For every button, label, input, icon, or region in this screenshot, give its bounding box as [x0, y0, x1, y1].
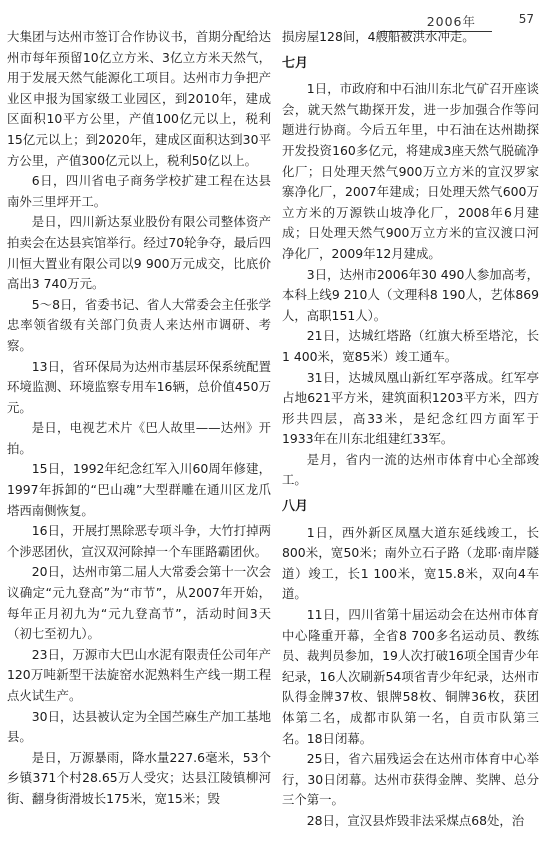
- paragraph: 13日，省环保局为达州市基层环保系统配置环境监测、环境监察专用车16辆，总价值450万元。: [7, 358, 271, 415]
- paragraph: 23日，万源市大巴山水泥有限责任公司年产120万吨新型干法旋窑水泥熟料生产线一期工程点火试生产。: [7, 646, 271, 703]
- page-number: 57: [518, 12, 534, 26]
- paragraph: 21日，达城红塔路（红旗大桥至塔沱，长1 400米，宽85米）竣工通车。: [282, 328, 539, 364]
- paragraph: 5～8日，省委书记、省人大常委会主任张学忠率领省级有关部门负责人来达州市调研、考察。: [7, 296, 271, 353]
- paragraph: 1日，市政府和中石油川东北气矿召开座谈会，就天然气勘探开发，进一步加强合作等问题进行协商。今后五年里，中石油在达州勘探开发投资160多亿元，将建成3座天然气脱硫净化厂；日处理天然气900万立方米的宣汉罗家寨净化厂，2007年建成；日处理天然气600万立方米的万源铁山坡净化厂，2008年6月建成；日处理天然气900万立方米的宣汉渡口河净化厂，2009年12月建成。: [282, 81, 539, 261]
- paragraph: 是月，省内一流的达州市体育中心全部竣工。: [282, 451, 539, 488]
- header-year: 2006年: [426, 14, 476, 29]
- paragraph: 6日，四川省电子商务学校扩建工程在达县南外三里坪开工。: [7, 173, 271, 209]
- paragraph: 3日，达州市2006年30 490人参加高考，本科上线9 210人（文理科8 190人，艺体869人，高职151人）。: [282, 266, 539, 323]
- left-column: [7, 27, 271, 810]
- paragraph: 20日，达州市第二届人大常委会第十一次会议确定“元九登高”为“市节”，从2007年开始，每年正月初九为“元九登高节”，活动时间3天（初七至初九）。: [7, 564, 271, 642]
- paragraph: 大集团与达州市签订合作协议书，首期分配给达州市每年预留10亿立方米、3亿立方米天然气，用于发展天然气能源化工项目。达州市力争把产业区申报为国家级工业园区，到2010年，建成区面积10平方公里，产值100亿元以上，税利15亿元以上；到2020年，建成区面积达到30平方公里，产值300亿元以上，税利50亿以上。: [7, 29, 271, 168]
- paragraph: 30日，达县被认定为全国苎麻生产加工基地县。: [7, 708, 271, 745]
- paragraph: 1日，西外新区凤凰大道东延线竣工，长800米，宽50米；南外立石子路（龙耶·南岸隧道）竣工，长1 100米，宽15.8米，双向4车道。: [282, 524, 539, 602]
- right-column: [282, 27, 539, 832]
- paragraph: 28日，宣汉县炸毁非法采煤点68处，治: [306, 812, 525, 828]
- paragraph: 15日，1992年纪念红军入川60周年修建，1997年拆卸的“巴山魂”大型群雕在通川区龙爪塔西南侧恢复。: [7, 461, 271, 518]
- paragraph: 是日，万源暴雨，降水量227.6毫米，53个乡镇371个村28.65万人受灾；达县江陵镇柳河街、翻身街滑坡长175米，宽15米；毁: [7, 749, 271, 806]
- month-heading-july: 七月: [282, 55, 309, 71]
- paragraph: 31日，达城凤凰山新红军亭落成。红军亭占地621平方米，建筑面积1203平方米，四方形共四层，高33米，是纪念红四方面军于1933年在川东北组建红33军。: [282, 369, 539, 447]
- paragraph: 16日，开展打黑除恶专项斗争，大竹打掉两个涉恶团伙，宣汉双河除掉一个车匪路霸团伙。: [7, 523, 271, 559]
- paragraph: 25日，省六届残运会在达州市体育中心举行，30日闭幕。达州市获得金牌、奖牌、总分三个第一。: [282, 751, 539, 808]
- paragraph-continued: 损房屋128间，4艘船被洪水冲走。: [282, 29, 475, 44]
- paragraph: 11日，四川省第十届运动会在达州市体育中心隆重开幕，全省8 700多名运动员、教练员、裁判员参加，19人次打破16项全国青少年纪录，16人次刷新54项省青少年纪录，达州市队得金牌37枚、银牌58枚、铜牌36枚，获团体第二名，成都市队第一名，自贡市队第三名。18日闭幕。: [282, 607, 539, 746]
- month-heading-august: 八月: [282, 499, 309, 515]
- paragraph: 是日，电视艺术片《巴人故里——达州》开拍。: [7, 420, 271, 456]
- paragraph: 是日，四川新达泵业股份有限公司整体资产拍卖会在达县宾馆举行。经过70轮争夺，最后四川恒大置业有限公司以9 900万元成交，比底价高出3 740万元。: [7, 214, 271, 292]
